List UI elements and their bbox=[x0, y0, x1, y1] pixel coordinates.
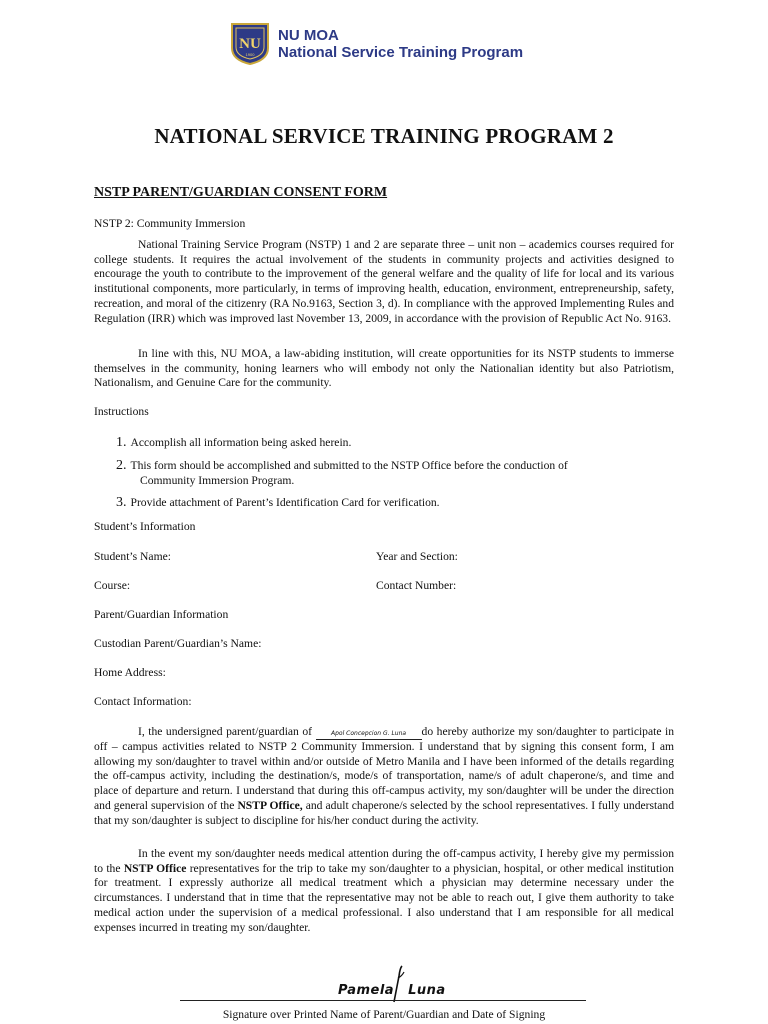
year-section-label: Year and Section: bbox=[376, 550, 458, 563]
instruction-item-2 bbox=[116, 459, 674, 488]
child-name-handwritten: Apol Concepcion G. Luna bbox=[316, 729, 422, 740]
student-name-label: Student’s Name: bbox=[94, 550, 171, 563]
consent-text-post2: and adult chaperone/s selected by the school representatives. I fully understand that my son/daughter is subject to discipline for his/her conduct during the activity. bbox=[94, 798, 675, 827]
signature-surname: Luna bbox=[408, 983, 446, 998]
signature-first-name: Pamela bbox=[338, 983, 395, 998]
home-address-label: Home Address: bbox=[94, 666, 166, 679]
contact-information-label: Contact Information: bbox=[94, 695, 192, 708]
instruction-item-1 bbox=[116, 436, 674, 451]
nu-seal-icon bbox=[230, 22, 270, 66]
medical-text-post: representatives for the trip to take my son/daughter to a physician, hospital, or other medical institution for treatment. I expressly authorize all medical treatment which a physician may determine necessary under the circumstances. I understand that in time that the representative may not be able to reach out, I give them authority to take medical action under the supervision of a medical professional. I also understand that I am responsible for all medical expenses incurred in treating my son/daughter. bbox=[94, 861, 674, 934]
instruction-number: 3. bbox=[116, 495, 127, 510]
consent-text-post: do hereby authorize my son/daughter to participate in off – campus activities related to NSTP 2 Community Immersion. I understand that by signing this consent form, I am allowing my son/daughter to travel within and/or outside of Metro Manila and I have been informed of the details regarding the off-campus activity, including the destination/s, mode/s of transportation, name/s of adult chaperone/s, and time and place of departure and return. I understand that during this off-campus activity, my son/daughter will be under the direction and general supervision of the bbox=[94, 725, 675, 812]
medical-paragraph bbox=[94, 847, 674, 935]
medical-text-pre: In the event my son/daughter needs medical attention during the off-campus activity, I hereby give my permission to the bbox=[94, 847, 674, 875]
instruction-number: 2. bbox=[116, 458, 127, 473]
instruction-item-3 bbox=[116, 496, 674, 511]
signature-line bbox=[180, 1000, 586, 1001]
seal-letters: NU bbox=[239, 36, 261, 52]
instruction-text: Accomplish all information being asked herein. bbox=[130, 436, 352, 449]
seal-year: 1900 bbox=[245, 52, 255, 57]
instruction-text-continued: Community Immersion Program. bbox=[140, 473, 295, 487]
paragraph-intro: National Training Service Program (NSTP) 1 and 2 are separate three – unit non – academics courses required for college students. It requires the actual involvement of the students in community projects and activities designed to encourage the youth to contribute to the improvement of the general welfare and the quality of life for local and its various institutional components, more particularly, in terms of improving health, education, environment, entrepreneurship, safety, recreation, and moral of the citizenry (RA No.9163, Section 3, d). In compliance with the approved Implementing Rules and Regulation (IRR) which was improved last November 13, 2009, in accordance with the provision of Republic Act No. 9163. bbox=[94, 238, 674, 325]
form-title: NSTP PARENT/GUARDIAN CONSENT FORM bbox=[94, 185, 388, 200]
header bbox=[230, 22, 523, 66]
parent-info-heading: Parent/Guardian Information bbox=[94, 608, 229, 621]
instruction-text: This form should be accomplished and submitted to the NSTP Office before the conduction of bbox=[130, 459, 568, 472]
subtitle: NSTP 2: Community Immersion bbox=[94, 217, 246, 230]
paragraph-line-with-this: In line with this, NU MOA, a law-abiding institution, will create opportunities for its NSTP students to immerse themselves in the community, honing learners who will embody not only the Nationalian identity but also Patriotism, Nationalism, and Genuine Care for the community. bbox=[94, 347, 674, 390]
student-info-heading: Student’s Information bbox=[94, 520, 196, 533]
course-label: Course: bbox=[94, 579, 131, 592]
medical-bold-office: NSTP Office bbox=[123, 861, 187, 875]
signature-handwritten bbox=[338, 983, 446, 998]
consent-text-pre: I, the undersigned parent/guardian of bbox=[138, 725, 313, 738]
signature-caption: Signature over Printed Name of Parent/Guardian and Date of Signing bbox=[222, 1008, 546, 1021]
custodian-name-label: Custodian Parent/Guardian’s Name: bbox=[94, 637, 262, 650]
instructions-label: Instructions bbox=[94, 405, 149, 418]
contact-number-label: Contact Number: bbox=[376, 579, 457, 592]
brand-line-1: NU MOA bbox=[278, 26, 339, 44]
consent-paragraph bbox=[94, 725, 674, 828]
brand-text bbox=[278, 27, 523, 62]
brand-line-2: National Service Training Program bbox=[278, 44, 524, 61]
page-title: NATIONAL SERVICE TRAINING PROGRAM 2 bbox=[154, 124, 614, 148]
instruction-text: Provide attachment of Parent’s Identification Card for verification. bbox=[130, 496, 440, 509]
consent-bold-office: NSTP Office, bbox=[237, 798, 303, 812]
instruction-number: 1. bbox=[116, 435, 127, 450]
